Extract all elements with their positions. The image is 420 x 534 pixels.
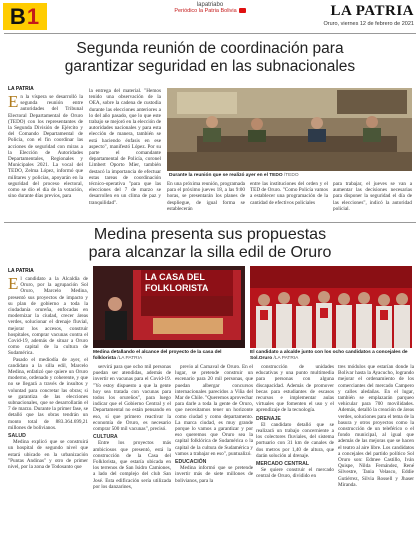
story2-col2-para1: servirá para que ocho mil personas puedan ser atendidas, además de invertir en vacunas para el Covid-19. "Yo estoy dispuesto a que la gente hoy sea tratada con vacunas para todos los orureños", para luego indicar que el Gobierno Central y el Departamental no están pensando en eso, sí que primero reactivar la economía de Oruro, es necesario comprar 500 mil vacunas", precisó. (93, 364, 171, 433)
subhead-salud: SALUD (8, 433, 26, 440)
group-photo-illustration (250, 266, 412, 348)
story2-photo1-caption-text: Medina detallando el alcance del proyecto de la casa del folklorista (93, 350, 222, 361)
meeting-photo-illustration (167, 88, 412, 171)
story2-photo1-credit: /LA PATRIA (117, 356, 143, 361)
story1-col1-text: n la víspera se desarrolló la segunda reunión entre autoridades del Tribunal Electoral Departamental de Oruro (TEDO) con los representantes de la Segunda División de Ejército y del Comando Departamental de Policía, con el fin coordinar las acciones de seguridad con miras a la Elección de Autoridades Departamentales, Regionales y Municipales 2021. La vocal del TEDO, Zelma López, informó que militares y policías, apoyarán en la seguridad del proceso electoral, como se dio el día de la votación, sino durante días previos, para (8, 94, 83, 200)
date-line: Oruro, viernes 12 de febrero de 2021 (323, 21, 414, 27)
tagline[interactable] (150, 8, 270, 14)
story2-photo1-caption (93, 350, 245, 362)
subhead-drenaje: DRENAJE (256, 415, 281, 422)
subhead-cultura: CULTURA (93, 434, 118, 441)
story1-col1 (8, 94, 83, 210)
story2-col3-para2: Medina informó que se pretende invertir más de siete millones de bolivianos, para la (175, 465, 253, 484)
story2-col1-para2: Pasado el mediodía de ayer, el candidato a la silla edil, Marcelo Medina, enfatizó que quiere un Oruro moderno, ordenado y coherente, y que no se llegará a través de insultos y voluntad para concretar las obras; si se garantiza de las elecciones subnacionales, que se desarrollarán el 7 de marzo. Durante la primer fase, se detalló que las obras tendrán un monto total de 883.364.699,21 millones de bolivianos. (8, 356, 88, 431)
story2-col4-para2: El candidato detalló que se realizará un trabajo concerniente a los colectores fluviales, del sistema portuario con 31 km de canales de dos metros por 1,40 de altura, que darán solución al drenaje. (256, 421, 334, 459)
story2-col5: tres módulos que estarían donde la Bolívar hasta la Ayacucho, logrando mejorar el ordenamiento de los comerciantes del mercado Campero y calles aledañas. En el lugar, también se emplazarán parqueo vehicular para 700 movilidades. Además, detalló la creación de áreas verdes, soluciones para el tema de la basura y otros proyectos como la construcción de un teleférico o el fondo municipal, al igual que además de las mejoras que se hacen el teatro al aire libre. Los candidatos a concejales del partido político Sol Oruro son: Edmee Castillo, Iván Quispe, Nilda Fernández, René Silvestre, Tania Velasco, Eddie Gutiérrez, Silvia Rossell y Jhaser Miranda. (338, 364, 414, 488)
story-divider (4, 222, 416, 223)
section-number: 1 (26, 4, 41, 29)
story2-col1 (8, 276, 88, 532)
story1-photo-credit: /TEDO (283, 173, 299, 178)
newspaper-brand: LA PATRIA (330, 3, 414, 19)
story1-photo (167, 88, 412, 171)
story2-headline-line2: para alcanzar la silla edil de Oruro (88, 244, 332, 261)
story2-col2-para2: Entre los proyectos más ambiciosos que presentó, está la construcción de la Casa del Folklorista, que estaría ubicada en los terrenos de San Isidro Camiones, a lado del complejo del club San José. Esta edificación sería utilizada por los danzarines, (93, 440, 171, 490)
story1-headline-line1: Segunda reunión de coordinación para (76, 40, 344, 57)
story2-col3 (175, 364, 253, 532)
story2-photo-candidates (250, 266, 412, 348)
story2-col4-para1: construcción de unidades educativas y una punto multimedia para personas con alguna discapacidad. Además de promover becas para estudiantes de escasos recursos e implementar aulas virtuales que fomenten el uso y el aprendizaje de la tecnología. (256, 364, 334, 414)
story1-col2: la entrega del material. "Hemos tenido una observación de la OEA, sobre la cadena de custodia durante las elecciones anteriores a lo del año pasado, que lo que este trabajo se mejoró en la elección de autoridades nacionales y para esta elección de manera, también se está haciendo énfasis en ese aspecto", manifestó López. Por su parte el comandante departamental de Policía, coronel Limbert Oporto Mier, también destacó la importancia de efectuar estas tareas de coordinación técnico-operativa "para que las elecciones del 7 de marzo se desarrollen en un clima de paz y tranquilidad". (89, 88, 161, 206)
subhead-mercado-central: MERCADO CENTRAL (256, 461, 310, 468)
story2-photo2-caption-text: El candidato a alcalde junto con los ocho candidatos a concejales de Sol.Oruro (250, 350, 408, 361)
story1-headline (10, 40, 410, 76)
story1-caption-text: Durante la reunión que se realizó ayer en el TEDO (169, 173, 283, 178)
story1-headline-line2: garantizar seguridad en las subnacionales (64, 58, 356, 75)
subhead-educacion: EDUCACIÓN (175, 459, 207, 466)
story2-col3-para1: previo al Carnaval de Oruro. En el lugar, se pretende construir un escenario para 20 mil personas, que puedan albergar concursos internacionales parecidos a Viña del Mar de Chile. "Queremos aprovechar para darle a toda la gente de Oruro, que necesitamos tener un horizonte como ciudad y como departamento. La marca ciudad, es muy grande porque lo vamos a garantizar y por eso queremos que Oruro sea la capital folklórica de Sudamérica o la capital de la cultura de Sudamérica y vamos a trabajar en eso", puntualizó. (175, 364, 253, 457)
story1-col5: para trabajar, el jueves se van a aumentar las decisiones necesarias para disponer la seguridad el día de las elecciones", indicó la autoridad policial. (333, 181, 412, 212)
folklorista-banner (141, 270, 233, 296)
hashtag[interactable]: lapatriabo (196, 2, 224, 8)
story2-col1-para3: Medina explicó que se construirá un hospital de segundo nivel que estará ubicado en la urbanización "Puntas Andinas" y otro de primer nivel, por la zona de Todosanto que (8, 439, 88, 471)
story2-headline (10, 226, 410, 262)
story2-photo2-credit: /LA PATRIA (273, 356, 299, 361)
youtube-icon (239, 8, 246, 13)
story2-dropcap: E (8, 276, 19, 293)
story2-photo2-caption (250, 350, 412, 362)
section-letter: B (9, 4, 27, 29)
story1-kicker: LA PATRIA (8, 86, 34, 92)
story2-headline-line1: Medina presenta sus propuestas (93, 226, 327, 243)
story1-dropcap: E (8, 94, 19, 111)
banner-line1: LA CASA DEL (145, 272, 205, 282)
section-badge (3, 3, 47, 30)
tagline-text: Periódico la Patria Bolivia (174, 8, 237, 14)
header-rule (4, 33, 416, 34)
story1-col4: entre las instituciones del orden y el TED de Oruro. "Como Policía vamos a establecer una programación de la cantidad de efectivos policiales (250, 181, 328, 206)
banner-line2: FOLKLORISTA (145, 283, 209, 293)
story2-photo-folklorista (93, 266, 245, 348)
header-center (150, 2, 270, 14)
story1-col3: En una próxima reunión, programada para el próximo jueves 18, a las 9:00 horas, se presentarán los planes de despliegue, de igual forma se establecerán (167, 181, 245, 212)
story2-col4 (256, 364, 334, 532)
story2-kicker: LA PATRIA (8, 268, 34, 274)
story2-col4-para3: Se quiere construir el mercado central de Oruro, dividido en (256, 467, 334, 480)
story2-col2 (93, 364, 171, 532)
story2-col1-text: l candidato a la Alcaldía de Oruro, por la agrupación Sol Oruro, Marcelo Medina, presentó sus proyectos de impacto y su plan de gobierno a toda la ciudadanía orureña, enfocadas en modernizar la ciudad, crecer áreas verdes, solucionar el drenaje fluvial, mejorar los accesos, construir hospitales, comprar vacunas contra el Covid-19, además de situar a Oruro como capital de la cultura de Sudamérica. (8, 276, 88, 357)
story1-photo-caption (169, 173, 412, 179)
